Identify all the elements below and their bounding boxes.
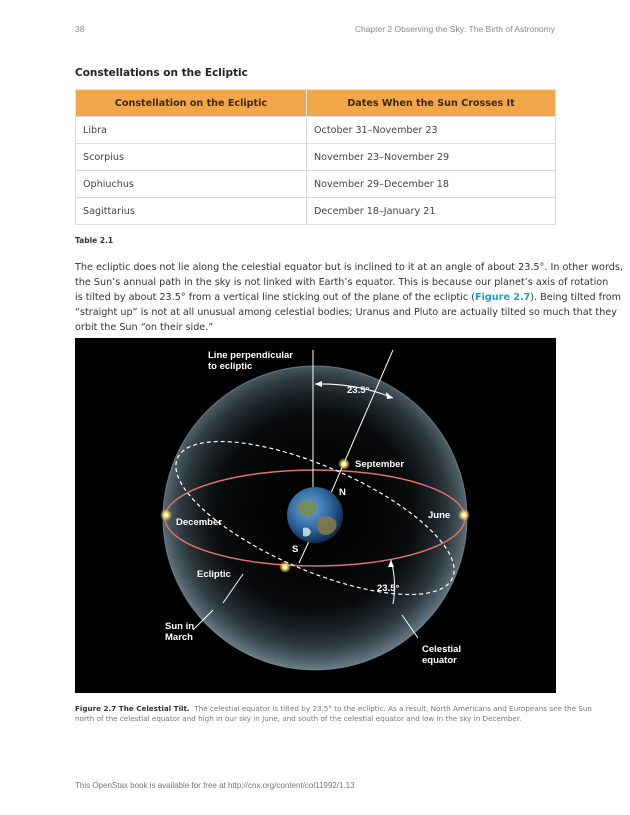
section-title: Constellations on the Ecliptic — [75, 67, 248, 79]
table-cell-constellation: Scorpius — [76, 144, 307, 171]
sun-march — [279, 561, 291, 573]
caption-title: Figure 2.7 The Celestial Tilt. — [75, 704, 190, 713]
sun-september — [338, 458, 350, 470]
table-cell-dates: October 31–November 23 — [307, 117, 556, 144]
table-cell-dates: November 23–November 29 — [307, 144, 556, 171]
celestial-sphere-diagram — [75, 338, 556, 693]
table-cell-constellation: Ophiuchus — [76, 171, 307, 198]
caption-text: The celestial equator is tilted by 23.5° to the ecliptic. As a result, North Americans and Europeans see the Sun — [194, 704, 592, 713]
label-december: December — [176, 517, 222, 528]
label-perpendicular-1: Line perpendicular — [208, 350, 293, 361]
sun-june — [458, 509, 470, 521]
column-header-dates: Dates When the Sun Crosses It — [307, 90, 556, 117]
table-cell-dates: December 18–January 21 — [307, 198, 556, 225]
column-header-constellation: Constellation on the Ecliptic — [76, 90, 307, 117]
paragraph-line: The ecliptic does not lie along the celestial equator but is inclined to it at an angle of about 23.5°. In other words, — [75, 262, 623, 273]
table-cell-constellation: Libra — [76, 117, 307, 144]
paragraph-line: the Sun’s annual path in the sky is not linked with Earth’s equator. This is because our planet’s axis of rotation — [75, 277, 609, 288]
figure-reference-link[interactable]: Figure 2.7 — [475, 292, 531, 303]
table-caption: Table 2.1 — [75, 236, 114, 245]
label-angle-bottom: 23.5° — [377, 583, 400, 594]
body-paragraph — [75, 260, 623, 335]
table-row — [76, 117, 556, 144]
label-ecliptic: Ecliptic — [197, 569, 231, 580]
table-header-row — [76, 90, 556, 117]
table-cell-constellation: Sagittarius — [76, 198, 307, 225]
constellations-table — [75, 89, 556, 225]
label-sun-in-2: March — [165, 632, 193, 643]
label-angle-top: 23.5° — [347, 385, 370, 396]
caption-line: north of the celestial equator and high in our sky in June, and south of the celestial equator and low in the sky in December. — [75, 714, 522, 723]
label-perpendicular-2: to ecliptic — [208, 361, 253, 372]
label-south: S — [292, 544, 299, 555]
table-cell-dates: November 29–December 18 — [307, 171, 556, 198]
label-north: N — [339, 487, 346, 498]
caption-line — [75, 704, 592, 714]
label-sun-in-1: Sun in — [165, 621, 195, 632]
page-number: 38 — [75, 24, 85, 34]
chapter-title: Chapter 2 Observing the Sky: The Birth of Astronomy — [354, 24, 555, 34]
paragraph-text: ). Being tilted from — [530, 292, 622, 303]
table-row — [76, 198, 556, 225]
celestial-tilt-figure — [75, 338, 556, 693]
paragraph-line — [75, 290, 622, 305]
label-september: September — [355, 459, 405, 470]
sun-december — [160, 509, 172, 521]
earth-globe — [287, 487, 343, 543]
paragraph-line: orbit the Sun “on their side.” — [75, 322, 214, 333]
figure-caption — [75, 704, 592, 724]
label-celestial-1: Celestial — [422, 644, 462, 655]
paragraph-line: “straight up” is not at all unusual among celestial bodies; Uranus and Pluto are actually tilted so much that they — [75, 307, 617, 318]
label-celestial-2: equator — [422, 655, 457, 666]
table-row — [76, 171, 556, 198]
table-row — [76, 144, 556, 171]
label-june: June — [428, 510, 451, 521]
page-footer: This OpenStax book is available for free at http://cnx.org/content/col11992/1.13 — [75, 781, 355, 790]
paragraph-text: is tilted by about 23.5° from a vertical line sticking out of the plane of the ecliptic ( — [75, 292, 475, 303]
